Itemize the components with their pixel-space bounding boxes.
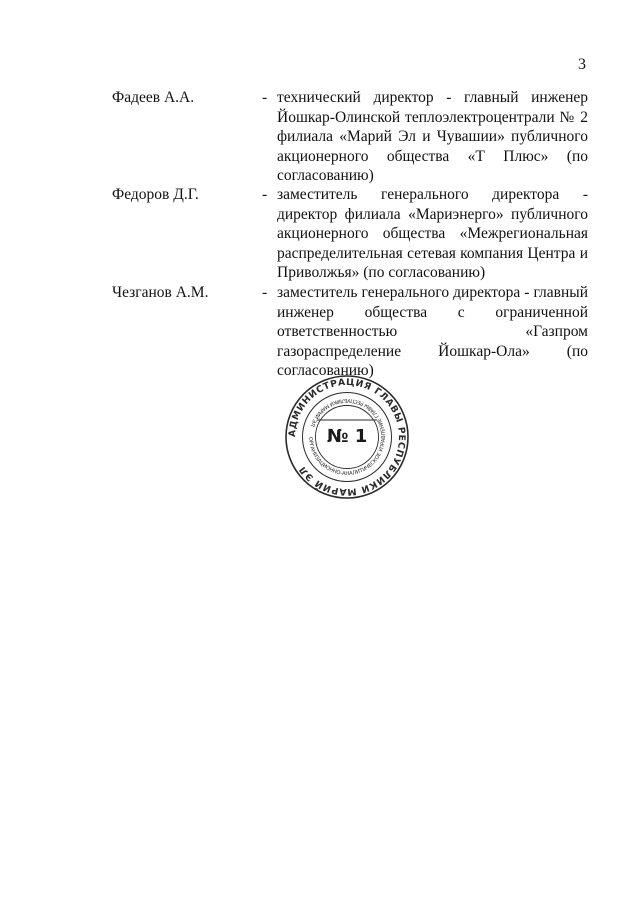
list-item (112, 185, 588, 283)
seal-outer-text: АДМИНИСТРАЦИЯ ГЛАВЫ РЕСПУБЛИКИ МАРИЙ ЭЛ (286, 376, 408, 498)
position-description: заместитель генерального директора - главный инженер общества с ограниченной ответственностью «Газпром газораспределение Йошкар-Ола» (по согласованию) (277, 284, 588, 379)
seal-number: № 1 (326, 426, 368, 447)
seal-inner-text: ОРГАНИЗАЦИОННО-АНАЛИТИЧЕСКОЕ УПРАВЛЕНИЕ ГЛАВЫ РЕСПУБЛИКИ МАРИЙ ЭЛ (306, 396, 388, 478)
dash-separator: - (262, 284, 268, 301)
person-name: Чезганов А.М. (112, 284, 209, 301)
list-item (112, 283, 588, 381)
official-seal-stamp (284, 374, 410, 500)
dash-separator: - (262, 186, 268, 203)
person-name: Федоров Д.Г. (112, 186, 199, 203)
page-number: 3 (578, 56, 586, 73)
list-item (112, 88, 588, 186)
dash-separator: - (262, 89, 268, 106)
person-name: Фадеев А.А. (112, 89, 195, 106)
position-description: заместитель генерального директора - директор филиала «Мариэнерго» публичного акционерного общества «Межрегиональная распределительная сетевая компания Центра и Приволжья» (по согласованию) (277, 186, 588, 281)
position-description: технический директор - главный инженер Йошкар-Олинской теплоэлектроцентрали № 2 филиала «Марий Эл и Чувашии» публичного акционерного общества «Т Плюс» (по согласованию) (277, 89, 588, 184)
